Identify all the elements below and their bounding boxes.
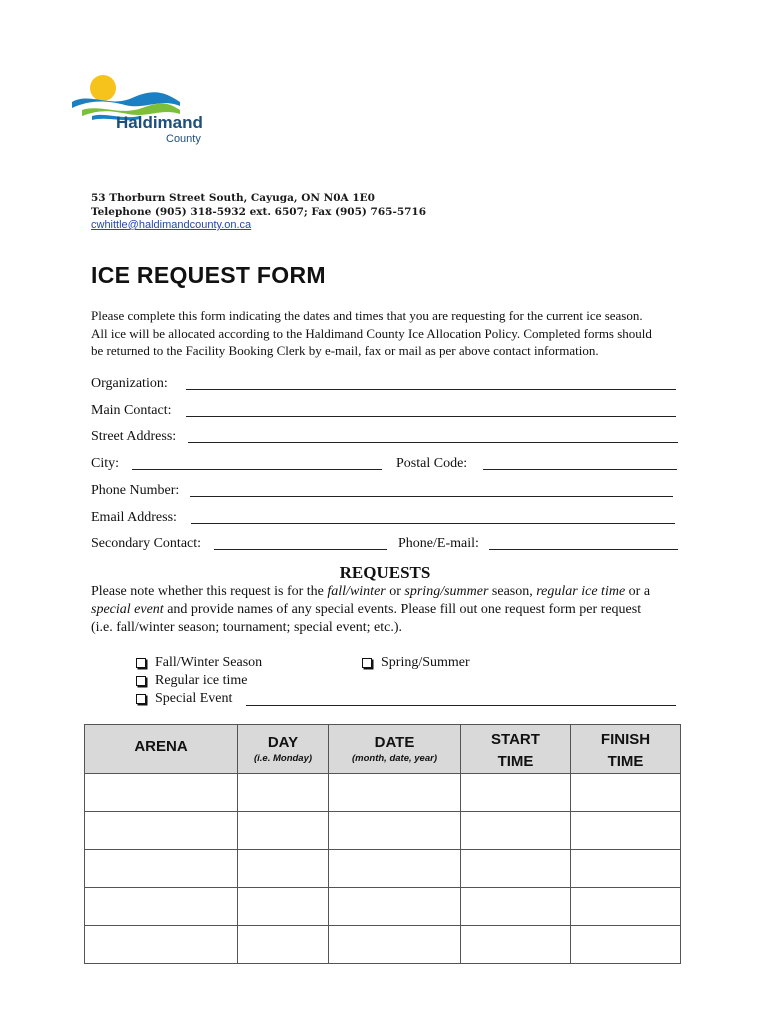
email-address-label: Email Address:: [91, 510, 177, 525]
day-cell[interactable]: [238, 888, 329, 926]
fall-winter-checkbox[interactable]: [136, 655, 262, 671]
note-italic: fall/winter: [327, 584, 386, 599]
day-cell[interactable]: [238, 850, 329, 888]
arena-cell[interactable]: [85, 926, 238, 964]
arena-header: [85, 725, 238, 774]
day-header: [238, 725, 329, 774]
phone-email-field[interactable]: [489, 549, 678, 550]
ice-request-table: [84, 724, 681, 964]
date-cell[interactable]: [329, 926, 461, 964]
day-cell[interactable]: [238, 926, 329, 964]
main-contact-field[interactable]: [186, 416, 676, 417]
finish-time-cell[interactable]: [571, 812, 681, 850]
note-line: [91, 601, 711, 619]
table-row: [85, 850, 681, 888]
address-line: 53 Thorburn Street South, Cayuga, ON N0A 1E0: [91, 192, 375, 204]
header-label: FINISH: [600, 731, 651, 748]
city-label: City:: [91, 456, 120, 471]
note-italic: special event: [91, 602, 164, 617]
special-event-checkbox[interactable]: [136, 691, 232, 707]
postal-code-label: Postal Code:: [396, 456, 468, 471]
table-header-row: [85, 725, 681, 774]
spring-summer-checkbox[interactable]: [362, 655, 470, 671]
table-row: [85, 888, 681, 926]
checkbox-label: Regular ice time: [155, 673, 248, 688]
checkbox-label: Special Event: [155, 691, 233, 706]
intro-paragraph: [91, 307, 711, 360]
contact-email-link[interactable]: cwhittle@haldimandcounty.on.ca: [91, 219, 252, 231]
intro-line: Please complete this form indicating the dates and times that you are requesting for the current ice season.: [91, 308, 643, 323]
secondary-contact-label: Secondary Contact:: [91, 536, 202, 551]
date-cell[interactable]: [329, 774, 461, 812]
checkbox-icon: [136, 676, 146, 686]
header-label: DAY: [267, 734, 299, 751]
page-title: ICE REQUEST FORM: [91, 262, 326, 288]
header-label: TIME: [607, 753, 644, 770]
requests-heading: REQUESTS: [339, 563, 431, 582]
start-time-cell[interactable]: [461, 850, 571, 888]
header-sublabel: (i.e. Monday): [253, 753, 313, 764]
start-time-header: [461, 725, 571, 774]
start-time-cell[interactable]: [461, 812, 571, 850]
date-cell[interactable]: [329, 888, 461, 926]
day-cell[interactable]: [238, 774, 329, 812]
street-address-field[interactable]: [188, 442, 678, 443]
checkbox-label: Spring/Summer: [381, 655, 470, 670]
table-row: [85, 812, 681, 850]
phone-number-label: Phone Number:: [91, 483, 180, 498]
checkbox-icon: [136, 658, 146, 668]
start-time-cell[interactable]: [461, 926, 571, 964]
note-italic: regular ice time: [536, 584, 626, 599]
requests-note: [91, 583, 711, 637]
header-sublabel: (month, date, year): [352, 753, 437, 764]
arena-cell[interactable]: [85, 812, 238, 850]
arena-cell[interactable]: [85, 774, 238, 812]
email-address-field[interactable]: [191, 523, 675, 524]
arena-cell[interactable]: [85, 850, 238, 888]
logo-subtitle: County: [166, 133, 201, 145]
note-line: (i.e. fall/winter season; tournament; special event; etc.).: [91, 620, 402, 635]
city-field[interactable]: [132, 469, 382, 470]
start-time-cell[interactable]: [461, 888, 571, 926]
special-event-name-field[interactable]: [246, 705, 676, 706]
phone-fax-line: Telephone (905) 318-5932 ext. 6507; Fax (905) 765-5716: [91, 206, 427, 218]
header-label: TIME: [497, 753, 534, 770]
street-address-label: Street Address:: [91, 429, 177, 444]
phone-email-label: Phone/E-mail:: [398, 536, 479, 551]
regular-ice-checkbox[interactable]: [136, 673, 248, 689]
date-cell[interactable]: [329, 850, 461, 888]
day-cell[interactable]: [238, 812, 329, 850]
finish-time-header: [571, 725, 681, 774]
phone-number-field[interactable]: [190, 496, 673, 497]
note-italic: spring/summer: [404, 584, 489, 599]
date-header: [329, 725, 461, 774]
note-text: and provide names of any special events. Please fill out one request form per request: [163, 602, 642, 617]
organization-field[interactable]: [186, 389, 676, 390]
finish-time-cell[interactable]: [571, 850, 681, 888]
secondary-contact-field[interactable]: [214, 549, 387, 550]
finish-time-cell[interactable]: [571, 774, 681, 812]
checkbox-icon: [362, 658, 372, 668]
intro-line: All ice will be allocated according to the Haldimand County Ice Allocation Policy. Completed forms should: [91, 325, 652, 341]
date-cell[interactable]: [329, 812, 461, 850]
start-time-cell[interactable]: [461, 774, 571, 812]
table-row: [85, 774, 681, 812]
note-line: [91, 583, 711, 601]
intro-line: be returned to the Facility Booking Clerk by e-mail, fax or mail as per above contact information.: [91, 343, 599, 358]
note-text: season,: [488, 584, 537, 599]
header-label: DATE: [374, 734, 415, 751]
note-text: or: [385, 584, 405, 599]
logo-name: Haldimand: [116, 113, 203, 132]
finish-time-cell[interactable]: [571, 926, 681, 964]
organization-label: Organization:: [91, 376, 168, 391]
note-text: or a: [625, 584, 651, 599]
main-contact-label: Main Contact:: [91, 403, 172, 418]
arena-cell[interactable]: [85, 888, 238, 926]
postal-code-field[interactable]: [483, 469, 677, 470]
checkbox-icon: [136, 694, 146, 704]
table-row: [85, 926, 681, 964]
header-label: START: [491, 731, 540, 748]
finish-time-cell[interactable]: [571, 888, 681, 926]
header-label: ARENA: [134, 738, 188, 755]
checkbox-label: Fall/Winter Season: [155, 655, 263, 670]
logo-sun: [90, 75, 116, 101]
note-text: Please note whether this request is for the: [91, 584, 328, 599]
